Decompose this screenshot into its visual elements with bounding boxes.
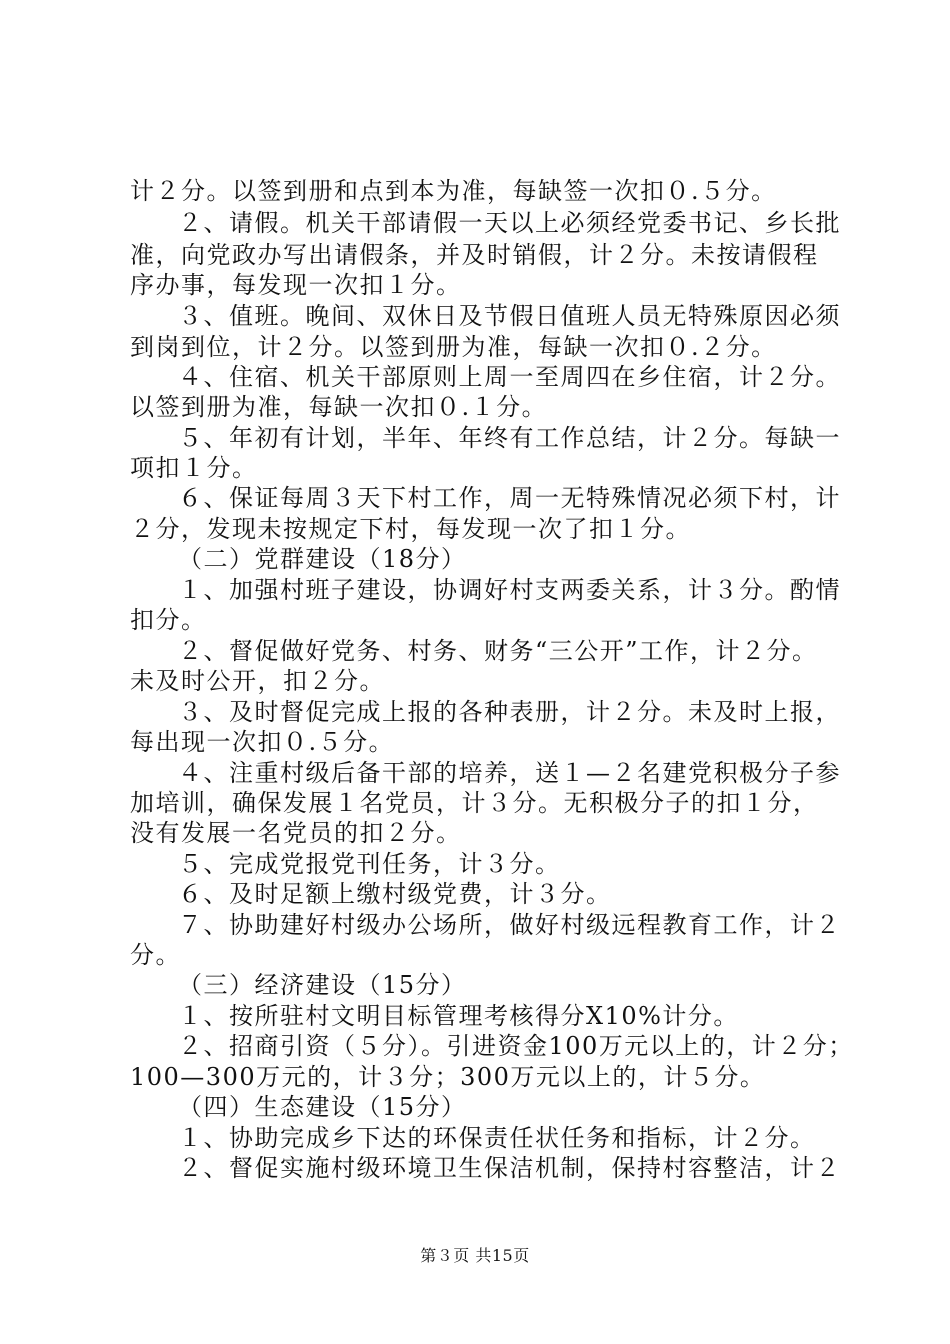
text-line: 没有发展一名党员的扣２分。 <box>130 819 462 847</box>
text-line: ６、保证每周３天下村工作，周一无特殊情况必须下村，计 <box>178 484 841 512</box>
text-line: ６、及时足额上缴村级党费，计３分。 <box>178 880 612 908</box>
text-line: 项扣１分。 <box>130 454 258 482</box>
text-line: ２、督促做好党务、村务、财务“三公开”工作，计２分。 <box>178 637 818 665</box>
section-heading: （四）生态建设（15分） <box>178 1093 467 1121</box>
text-line: 100—300万元的，计３分；300万元以上的，计５分。 <box>130 1063 766 1091</box>
text-line: ４、注重村级后备干部的培养，送１—２名建党积极分子参 <box>178 759 841 787</box>
text-line: １、协助完成乡下达的环保责任状任务和指标，计２分。 <box>178 1124 816 1152</box>
text-line: ３、值班。晚间、双休日及节假日值班人员无特殊原因必须 <box>178 302 841 330</box>
text-line: ５、年初有计划，半年、年终有工作总结，计２分。每缺一 <box>178 424 841 452</box>
page-number-footer: 第３页 共15页 <box>420 1246 530 1265</box>
text-line: ２、请假。机关干部请假一天以上必须经党委书记、乡长批 <box>178 209 841 237</box>
section-heading: （二）党群建设（18分） <box>178 545 467 573</box>
text-line: 每出现一次扣０.５分。 <box>130 728 395 756</box>
text-line: 加培训，确保发展１名党员，计３分。无积极分子的扣１分， <box>130 789 819 817</box>
text-line: ７、协助建好村级办公场所，做好村级远程教育工作，计２ <box>178 911 841 939</box>
text-line: ４、住宿、机关干部原则上周一至周四在乡住宿，计２分。 <box>178 363 841 391</box>
text-line: 以签到册为准，每缺一次扣０.１分。 <box>130 393 548 421</box>
text-line: ５、完成党报党刊任务，计３分。 <box>178 850 561 878</box>
text-line: 准，向党政办写出请假条，并及时销假，计２分。未按请假程 <box>130 241 819 269</box>
text-line: ３、及时督促完成上报的各种表册，计２分。未及时上报， <box>178 698 841 726</box>
text-line: 计２分。以签到册和点到本为准，每缺签一次扣０.５分。 <box>130 177 777 205</box>
text-line: 到岗到位，计２分。以签到册为准，每缺一次扣０.２分。 <box>130 333 777 361</box>
text-line: 分。 <box>130 941 181 969</box>
text-line: ２、督促实施村级环境卫生保洁机制，保持村容整洁，计２ <box>178 1154 841 1182</box>
text-line: １、加强村班子建设，协调好村支两委关系，计３分。酌情 <box>178 576 841 604</box>
text-line: 序办事，每发现一次扣１分。 <box>130 271 462 299</box>
section-heading: （三）经济建设（15分） <box>178 971 467 999</box>
text-line: ２、招商引资（５分）。引进资金100万元以上的，计２分； <box>178 1032 854 1060</box>
text-line: ２分，发现未按规定下村，每发现一次了扣１分。 <box>130 515 691 543</box>
text-line: 未及时公开，扣２分。 <box>130 667 385 695</box>
text-line: 扣分。 <box>130 606 207 634</box>
text-line: １、按所驻村文明目标管理考核得分X10%计分。 <box>178 1002 739 1030</box>
